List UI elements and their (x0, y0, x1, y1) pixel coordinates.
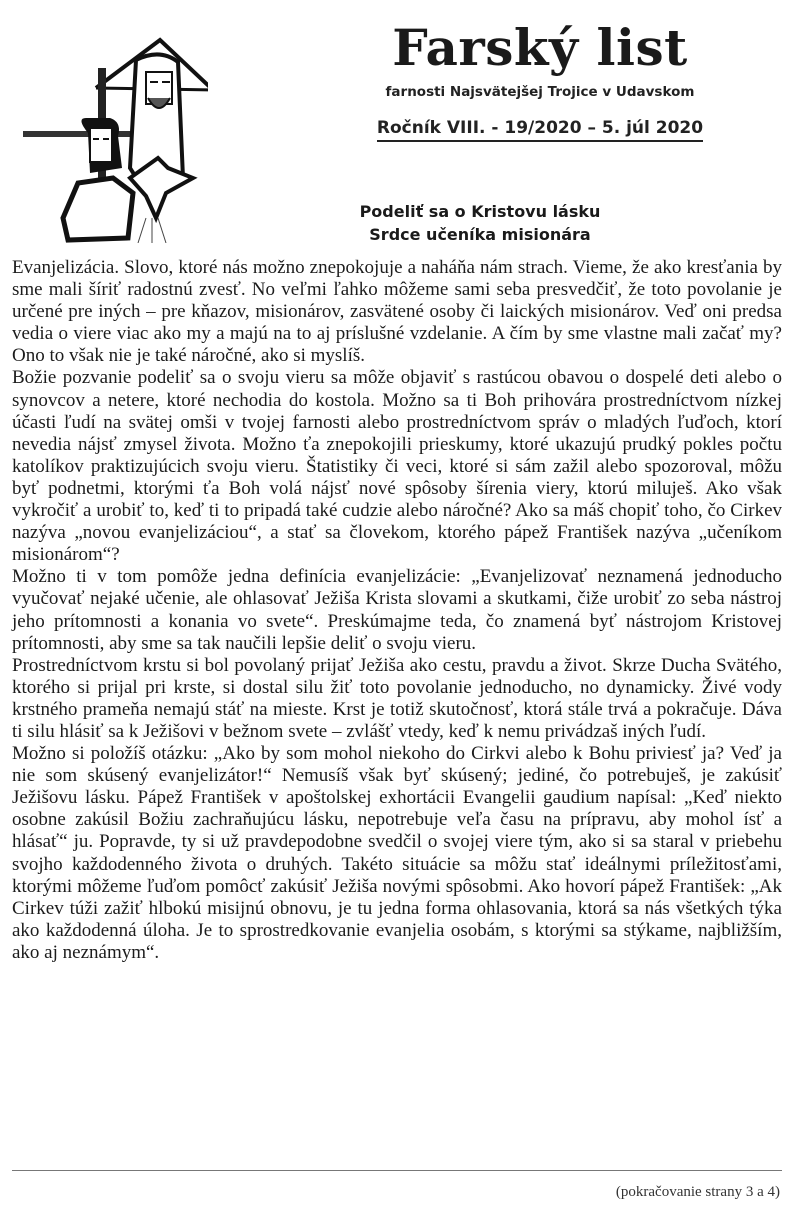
headline-line-1: Podeliť sa o Kristovu lásku (359, 202, 601, 221)
article-paragraph: Možno ti v tom pomôže jedna definícia evanjelizácie: „Evanjelizovať neznamená jednoducho vyučovať nejaké učenie, ale ohlasovať Ježiša Krista slovami a skutkami, čiže urobiť zo seba nástroj jeho prítomnosti a konania vo svete“. Preskúmajme teda, čo znamená byť nástrojom Kristovej prítomnosti, aby sme sa tak naučili lepšie deliť o svoju vieru. (12, 566, 782, 654)
article-body (12, 257, 782, 964)
article-paragraph: Evanjelizácia. Slovo, ktoré nás možno znepokojuje a naháňa nám strach. Vieme, že ako kresťania by sme mali šíriť radostnú zvesť. No veľmi ľahko môžeme sami seba presvedčiť, že toto povolanie je určené pre iných – pre kňazov, misionárov, zasvätené osoby či laických misionárov. Veď oni predsa vedia o viere viac ako my a majú na to aj príslušné vzdelanie. A čím by sme vlastne mali začať my? Ono to však nie je také náročné, ako si myslíš. (12, 257, 782, 367)
article-paragraph: Možno si položíš otázku: „Ako by som mohol niekoho do Cirkvi alebo k Bohu priviesť ja? Veď ja nie som skúsený evanjelizátor!“ Nemusíš však byť skúsený; jediné, čo potrebuješ, je zakúsiť Ježišovu lásku. Pápež František v apoštolskej exhortácii Evangelii gaudium napísal: „Keď niekto osobne zakúsil Božiu zachraňujúcu lásku, nepotrebuje veľa času na prípravu, aby mohol ísť a hlásať“ ju. Popravde, ty si už pravdepodobne svedčil o svojej viere tým, ako si sa staral v priebehu svojho každodenného života o druhých. Takéto situácie sa môžu stať ideálnymi príležitosťami, ktorými môžeme ľuďom pomôcť zakúsiť Ježiša novými spôsobmi. Ako hovorí pápež František: „Ak Cirkev túži zažiť hlbokú misijnú obnovu, je tu jedna forma ohlasovania, ktorá sa nás všetkých týka ako každodenná úloha. Je to sprostredkovanie evanjelia osobám, s ktorými sa stýkame, najbližším, ako aj neznámym“. (12, 743, 782, 963)
masthead (350, 18, 730, 142)
continuation-note: (pokračovanie strany 3 a 4) (615, 1184, 780, 1200)
son-face (90, 128, 112, 162)
son-body (63, 178, 133, 240)
parish-name: farnosti Najsvätejšej Trojice v Udavskom (385, 84, 695, 100)
article-headline (300, 200, 660, 246)
footer-divider (12, 1170, 782, 1171)
article-paragraph: Božie pozvanie podeliť sa o svoju vieru sa môže objaviť s rastúcou obavou o dospelé deti alebo o synovcov a netere, ktoré nechodia do kostola. Možno sa ti Boh prihovára prostredníctvom nízkej účasti ľudí na svätej omši v tvojej farnosti alebo prostredníctvom správ o mladých ľuďoch, ktorí nevedia nájsť zmysel života. Možno ťa znepokojili prieskumy, ktoré ukazujú prudký pokles počtu katolíkov praktizujúcich svoju vieru. Štatistiky či veci, ktoré si sám zažil alebo spozoroval, môžu byť podnetmi, ktorými ťa Boh volá nájsť nové spôsoby šírenia viery, ktorú miluješ. Ako však vykročiť a urobiť to, keď ti to pripadá také cudzie alebo náročné? Ako sa máš chopiť toho, čo Cirkev nazýva „novou evanjelizáciou“, a stať sa človekom, ktorého pápež František nazýva „učeníkom misionárom“? (12, 367, 782, 566)
article-paragraph: Prostredníctvom krstu si bol povolaný prijať Ježiša ako cestu, pravdu a život. Skrze Ducha Svätého, ktorého si prijal pri krste, si dostal silu žiť toto povolanie jednoducho, no dynamicky. Živé vody krstného prameňa nemajú stáť na mieste. Krst je totiž skutočnosť, ktorá stále trvá a pokračuje. Dáva ti silu hlásiť sa k Ježišovi v bežnom svete – zvlášť vtedy, keď k nemu privádzaš iných ľudí. (12, 654, 782, 742)
holy-trinity-illustration-icon (18, 18, 208, 243)
headline-line-2: Srdce učeníka misionára (369, 225, 591, 244)
newsletter-title: Farský list (392, 18, 688, 77)
issue-info: Ročník VIII. - 19/2020 – 5. júl 2020 (377, 118, 703, 142)
